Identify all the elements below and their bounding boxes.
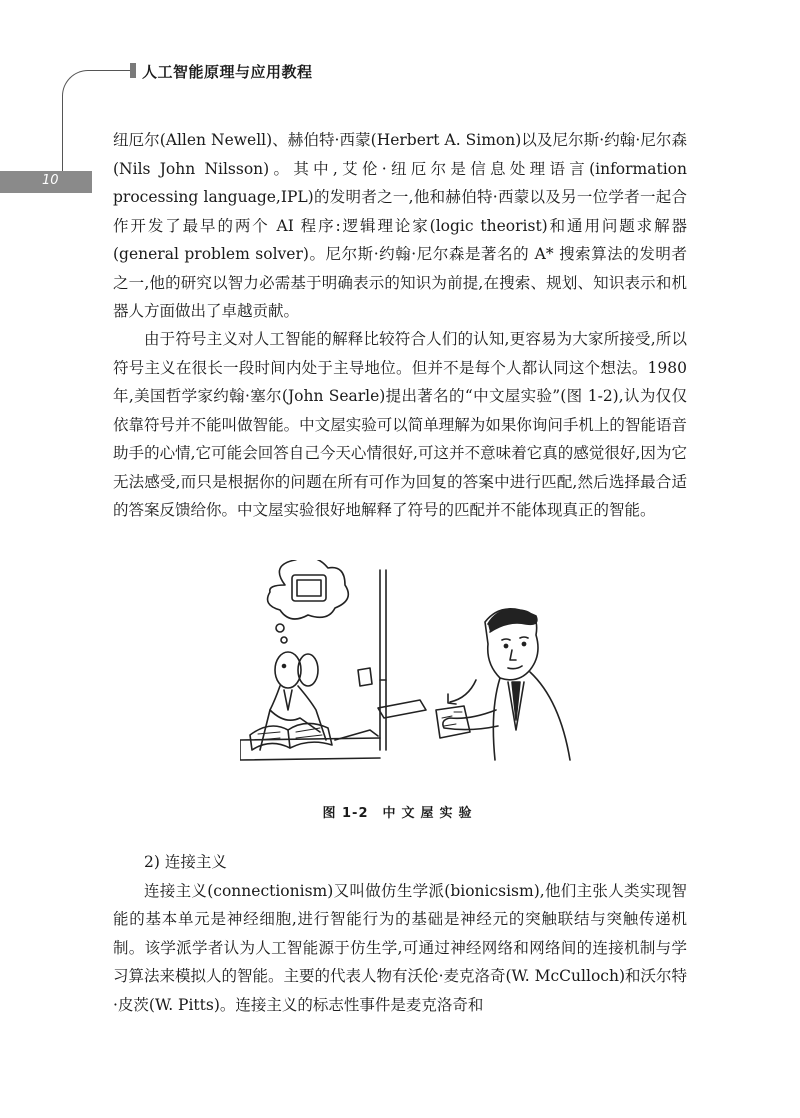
body-text-top — [113, 126, 687, 326]
chinese-room-drawing — [240, 560, 580, 810]
margin-rule — [62, 95, 63, 171]
paragraph: 连接主义(connectionism)又叫做仿生学派(bionicsism),他们主张人类实现智能的基本单元是神经细胞,进行智能行为的基础是神经元的突触联结与突触传递机制。该学派学者认为人工智能源于仿生学,可通过神经网络和网络间的连接机制与学习算法来模拟人的智能。主要的代表人物有沃伦·麦克洛奇(W. McCulloch)和沃尔特·皮茨(W. Pitts)。连接主义的标志性事件是麦克洛奇和 — [113, 881, 687, 1014]
body-text-second — [113, 325, 687, 525]
person-head — [275, 652, 301, 688]
section-heading: 2) 连接主义 — [144, 853, 227, 871]
header-rule — [88, 70, 130, 71]
paragraph: 纽厄尔(Allen Newell)、赫伯特·西蒙(Herbert A. Simon)以及尼尔斯·约翰·尼尔森(Nils John Nilsson)。其中,艾伦·纽厄尔是信息处理语言(information processing language,IPL)的发明者之一,他和赫伯特·西蒙以及另一位学者一起合作开发了最早的两个 AI 程序:逻辑理论家(logic theorist)和通用问题求解器(general problem solver)。尼尔斯·约翰·尼尔森是著名的 A* 搜索算法的发明者之一,他的研究以智力必需基于明确表示的知识为前提,在搜索、规划、知识表示和机器人方面做出了卓越贡献。 — [113, 131, 687, 320]
note-paper — [436, 706, 470, 738]
body-text-bottom — [113, 848, 687, 1019]
header-curve-decoration — [62, 70, 88, 96]
running-header-title: 人工智能原理与应用教程 — [142, 63, 313, 81]
page-number: 10 — [42, 173, 59, 188]
figure-number: 图 1-2 — [322, 806, 369, 821]
chinese-room-illustration — [240, 560, 580, 810]
man-arm — [443, 710, 498, 730]
figure-caption — [0, 802, 800, 821]
figure-title: 中文屋实验 — [382, 806, 478, 821]
room-wall — [380, 570, 386, 750]
man-body — [493, 672, 570, 760]
paragraph: 由于符号主义对人工智能的解释比较符合人们的认知,更容易为大家所接受,所以符号主义在很长一段时间内处于主导地位。但并不是每个人都认同这个想法。1980 年,美国哲学家约翰·塞尔(John Searle)提出著名的“中文屋实验”(图 1-2),认为仅仅依靠符号并不能叫做智能。中文屋实验可以简单理解为如果你询问手机上的智能语音助手的心情,它可能会回答自己今天心情很好,可这并不意味着它真的感觉很好,因为它无法感受,而只是根据你的问题在所有可作为回复的答案中进行匹配,然后选择最合适的答案反馈给你。中文屋实验很好地解释了符号的匹配并不能体现真正的智能。 — [113, 330, 687, 519]
thought-bubble — [268, 560, 349, 619]
arrow — [450, 680, 476, 702]
header-marker — [130, 63, 136, 78]
open-book — [250, 723, 332, 750]
